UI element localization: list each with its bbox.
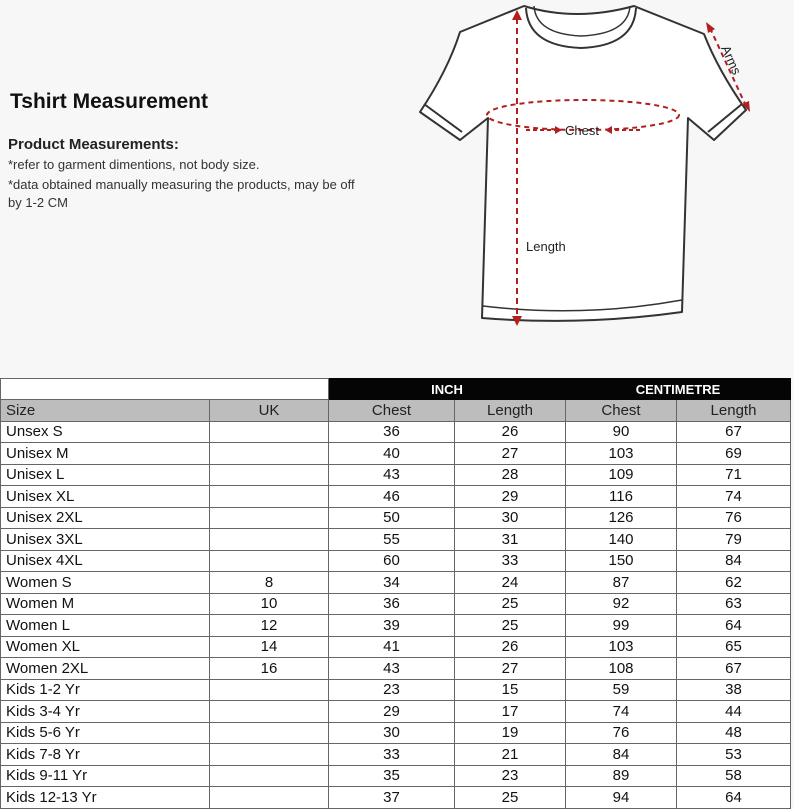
inch-chest-cell: 40 xyxy=(329,443,455,465)
uk-cell xyxy=(210,787,329,809)
table-row xyxy=(1,572,791,594)
uk-cell xyxy=(210,744,329,766)
size-cell: Kids 3-4 Yr xyxy=(1,701,210,723)
cm-chest-cell: 87 xyxy=(566,572,677,594)
inch-chest-cell: 43 xyxy=(329,464,455,486)
size-cell: Unisex L xyxy=(1,464,210,486)
inch-chest-cell: 55 xyxy=(329,529,455,551)
cm-length-cell: 84 xyxy=(677,550,791,572)
size-cell: Kids 5-6 Yr xyxy=(1,722,210,744)
table-row xyxy=(1,464,791,486)
group-blank-cell xyxy=(1,379,329,400)
size-cell: Women M xyxy=(1,593,210,615)
inch-length-cell: 21 xyxy=(455,744,566,766)
inch-length-cell: 27 xyxy=(455,443,566,465)
uk-cell: 8 xyxy=(210,572,329,594)
size-chart-table xyxy=(0,378,791,809)
cm-chest-cell: 108 xyxy=(566,658,677,680)
inch-length-cell: 29 xyxy=(455,486,566,508)
size-cell: Kids 7-8 Yr xyxy=(1,744,210,766)
header-cm-length: Length xyxy=(677,400,791,422)
inch-length-cell: 27 xyxy=(455,658,566,680)
cm-length-cell: 64 xyxy=(677,615,791,637)
inch-chest-cell: 36 xyxy=(329,421,455,443)
table-row xyxy=(1,658,791,680)
unit-group-row xyxy=(1,379,791,400)
group-inch: INCH xyxy=(329,379,566,400)
uk-cell xyxy=(210,486,329,508)
cm-length-cell: 71 xyxy=(677,464,791,486)
cm-chest-cell: 76 xyxy=(566,722,677,744)
header-size: Size xyxy=(1,400,210,422)
size-cell: Unisex 2XL xyxy=(1,507,210,529)
cm-chest-cell: 74 xyxy=(566,701,677,723)
length-label: Length xyxy=(526,239,566,254)
inch-length-cell: 26 xyxy=(455,636,566,658)
uk-cell xyxy=(210,701,329,723)
header-cm-chest: Chest xyxy=(566,400,677,422)
uk-cell xyxy=(210,507,329,529)
cm-chest-cell: 126 xyxy=(566,507,677,529)
table-row xyxy=(1,765,791,787)
size-cell: Women 2XL xyxy=(1,658,210,680)
cm-length-cell: 44 xyxy=(677,701,791,723)
inch-length-cell: 33 xyxy=(455,550,566,572)
inch-length-cell: 24 xyxy=(455,572,566,594)
cm-chest-cell: 140 xyxy=(566,529,677,551)
group-centimetre: CENTIMETRE xyxy=(566,379,791,400)
size-cell: Kids 1-2 Yr xyxy=(1,679,210,701)
cm-length-cell: 38 xyxy=(677,679,791,701)
header-inch-chest: Chest xyxy=(329,400,455,422)
section-subtitle: Product Measurements: xyxy=(8,136,179,153)
cm-chest-cell: 89 xyxy=(566,765,677,787)
cm-length-cell: 74 xyxy=(677,486,791,508)
cm-chest-cell: 92 xyxy=(566,593,677,615)
cm-length-cell: 67 xyxy=(677,421,791,443)
inch-chest-cell: 33 xyxy=(329,744,455,766)
table-row xyxy=(1,550,791,572)
cm-chest-cell: 84 xyxy=(566,744,677,766)
size-cell: Kids 9-11 Yr xyxy=(1,765,210,787)
uk-cell xyxy=(210,765,329,787)
inch-chest-cell: 43 xyxy=(329,658,455,680)
inch-length-cell: 30 xyxy=(455,507,566,529)
cm-chest-cell: 59 xyxy=(566,679,677,701)
uk-cell: 10 xyxy=(210,593,329,615)
table-row xyxy=(1,787,791,809)
inch-chest-cell: 29 xyxy=(329,701,455,723)
uk-cell: 12 xyxy=(210,615,329,637)
cm-length-cell: 79 xyxy=(677,529,791,551)
cm-length-cell: 48 xyxy=(677,722,791,744)
cm-chest-cell: 99 xyxy=(566,615,677,637)
inch-chest-cell: 39 xyxy=(329,615,455,637)
size-cell: Unisex 3XL xyxy=(1,529,210,551)
column-header-row xyxy=(1,400,791,422)
cm-length-cell: 62 xyxy=(677,572,791,594)
cm-length-cell: 53 xyxy=(677,744,791,766)
header-inch-length: Length xyxy=(455,400,566,422)
size-cell: Unisex M xyxy=(1,443,210,465)
inch-length-cell: 17 xyxy=(455,701,566,723)
size-cell: Kids 12-13 Yr xyxy=(1,787,210,809)
uk-cell xyxy=(210,722,329,744)
inch-length-cell: 25 xyxy=(455,615,566,637)
inch-chest-cell: 35 xyxy=(329,765,455,787)
cm-length-cell: 63 xyxy=(677,593,791,615)
inch-length-cell: 28 xyxy=(455,464,566,486)
uk-cell xyxy=(210,421,329,443)
uk-cell: 14 xyxy=(210,636,329,658)
size-cell: Unisex XL xyxy=(1,486,210,508)
size-cell: Unisex 4XL xyxy=(1,550,210,572)
uk-cell xyxy=(210,529,329,551)
inch-length-cell: 31 xyxy=(455,529,566,551)
size-cell: Unsex S xyxy=(1,421,210,443)
table-row xyxy=(1,421,791,443)
table-row xyxy=(1,443,791,465)
size-cell: Women XL xyxy=(1,636,210,658)
cm-length-cell: 64 xyxy=(677,787,791,809)
cm-chest-cell: 116 xyxy=(566,486,677,508)
cm-chest-cell: 103 xyxy=(566,443,677,465)
table-row xyxy=(1,679,791,701)
cm-length-cell: 58 xyxy=(677,765,791,787)
inch-chest-cell: 60 xyxy=(329,550,455,572)
table-row xyxy=(1,722,791,744)
uk-cell xyxy=(210,679,329,701)
table-row xyxy=(1,529,791,551)
inch-chest-cell: 37 xyxy=(329,787,455,809)
table-row xyxy=(1,615,791,637)
tshirt-outline xyxy=(420,6,746,321)
table-row xyxy=(1,744,791,766)
inch-length-cell: 25 xyxy=(455,787,566,809)
cm-length-cell: 65 xyxy=(677,636,791,658)
cm-length-cell: 76 xyxy=(677,507,791,529)
note-line-1: *refer to garment dimentions, not body size. xyxy=(8,157,260,172)
inch-chest-cell: 36 xyxy=(329,593,455,615)
note-line-2: *data obtained manually measuring the products, may be off by 1-2 CM xyxy=(8,177,355,210)
cm-length-cell: 69 xyxy=(677,443,791,465)
uk-cell xyxy=(210,550,329,572)
inch-chest-cell: 46 xyxy=(329,486,455,508)
inch-length-cell: 23 xyxy=(455,765,566,787)
cm-length-cell: 67 xyxy=(677,658,791,680)
cm-chest-cell: 150 xyxy=(566,550,677,572)
uk-cell xyxy=(210,464,329,486)
uk-cell xyxy=(210,443,329,465)
chest-label: Chest xyxy=(565,123,599,138)
inch-chest-cell: 23 xyxy=(329,679,455,701)
table-row xyxy=(1,701,791,723)
table-row xyxy=(1,507,791,529)
inch-chest-cell: 34 xyxy=(329,572,455,594)
inch-chest-cell: 50 xyxy=(329,507,455,529)
size-cell: Women L xyxy=(1,615,210,637)
cm-chest-cell: 109 xyxy=(566,464,677,486)
inch-length-cell: 15 xyxy=(455,679,566,701)
cm-chest-cell: 103 xyxy=(566,636,677,658)
table-row xyxy=(1,593,791,615)
tshirt-diagram xyxy=(416,0,756,345)
cm-chest-cell: 90 xyxy=(566,421,677,443)
size-cell: Women S xyxy=(1,572,210,594)
table-row xyxy=(1,486,791,508)
header-uk: UK xyxy=(210,400,329,422)
inch-length-cell: 26 xyxy=(455,421,566,443)
arms-label: Arms xyxy=(718,43,745,77)
inch-chest-cell: 41 xyxy=(329,636,455,658)
uk-cell: 16 xyxy=(210,658,329,680)
cm-chest-cell: 94 xyxy=(566,787,677,809)
table-row xyxy=(1,636,791,658)
inch-length-cell: 19 xyxy=(455,722,566,744)
inch-chest-cell: 30 xyxy=(329,722,455,744)
inch-length-cell: 25 xyxy=(455,593,566,615)
arms-arrowhead-top xyxy=(706,22,715,33)
page-title: Tshirt Measurement xyxy=(10,90,208,113)
